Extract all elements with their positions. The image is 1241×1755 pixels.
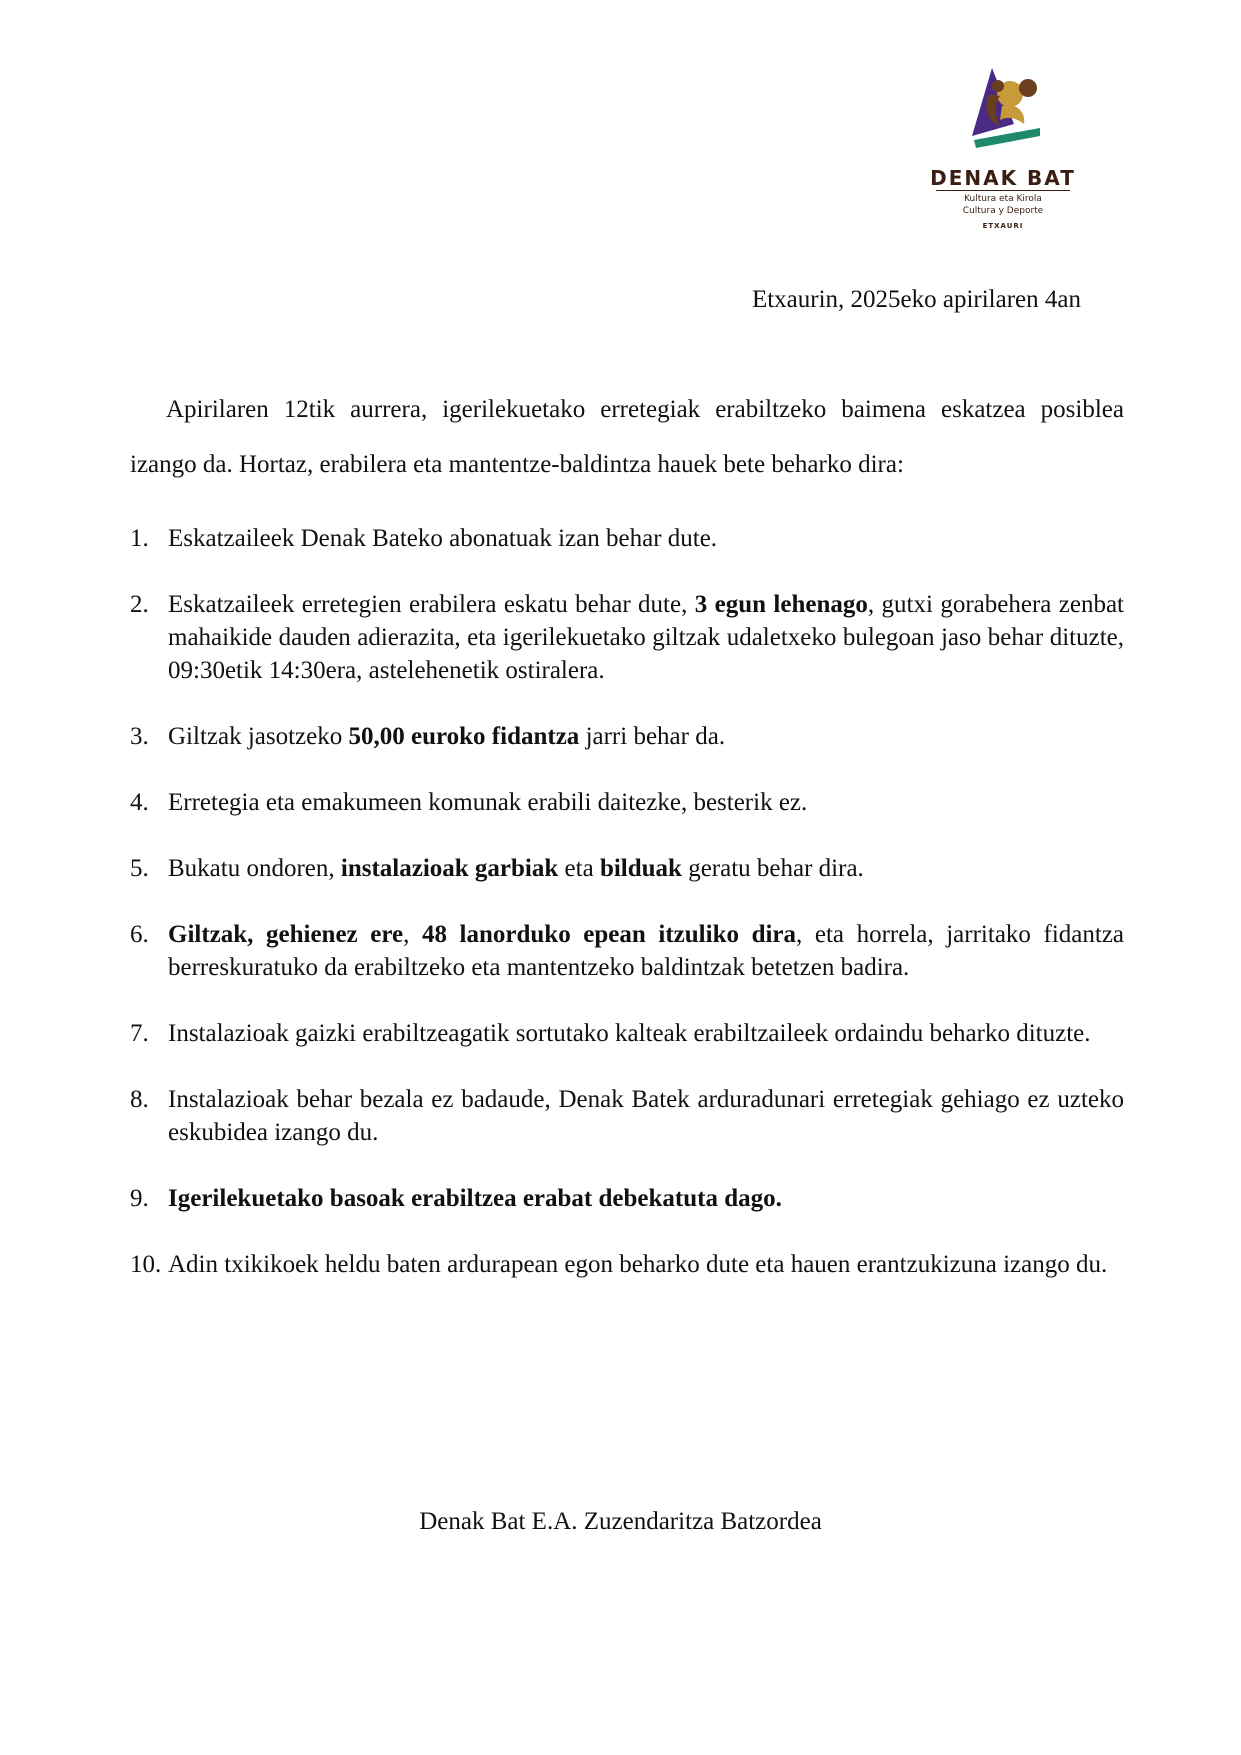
rule-number: 1. [130, 525, 149, 552]
rule-item [130, 1083, 1124, 1149]
rule-text-bold: Igerilekuetako basoak erabiltzea erabat debekatuta dago. [168, 1185, 782, 1212]
rule-item [130, 1248, 1124, 1281]
logo-subtitle-es: Cultura y Deporte [962, 206, 1044, 216]
rules-list [130, 522, 1124, 1314]
denak-bat-emblem-icon [970, 66, 1042, 156]
logo-name: DENAK BAT [930, 166, 1076, 190]
rule-number: 4. [130, 789, 149, 816]
rule-item [130, 1182, 1124, 1215]
rule-text: eta [558, 855, 600, 882]
rule-text-bold: bilduak [599, 855, 682, 882]
rule-text: Instalazioak behar bezala ez badaude, Denak Batek arduradunari erretegiak gehiago ez uzteko eskubidea izango du. [168, 1086, 1124, 1146]
rule-text: Giltzak jasotzeko [168, 723, 349, 750]
rule-item [130, 1017, 1124, 1050]
rule-text-bold: instalazioak garbiak [340, 855, 559, 882]
rule-text-bold: 3 egun lehenago [694, 591, 868, 618]
rule-text: Instalazioak gaizki erabiltzeagatik sortutako kalteak erabiltzaileek ordaindu beharko dituzte. [168, 1020, 1091, 1047]
rule-number: 2. [130, 591, 149, 618]
rule-text: Eskatzaileek erretegien erabilera eskatu behar dute, [168, 591, 695, 618]
rule-item [130, 588, 1124, 687]
rule-text: , [403, 921, 422, 948]
rule-number: 5. [130, 855, 149, 882]
signature: Denak Bat E.A. Zuzendaritza Batzordea [419, 1508, 822, 1535]
rule-text: jarri behar da. [579, 723, 726, 750]
rule-item [130, 786, 1124, 819]
rule-item [130, 720, 1124, 753]
logo-divider [936, 190, 1070, 191]
rule-number: 9. [130, 1185, 149, 1212]
rule-text: geratu behar dira. [681, 855, 864, 882]
rule-number: 10. [130, 1251, 162, 1278]
rule-item [130, 918, 1124, 984]
rule-text: Bukatu ondoren, [168, 855, 341, 882]
rule-text: , eta horrela, jarritako fidantza berreskuratuko da erabiltzeko eta mantentzeko baldintzak betetzen badira. [168, 921, 1125, 981]
rule-text-bold: 48 lanorduko epean itzuliko dira [421, 921, 797, 948]
logo-subtitle-eu: Kultura eta Kirola [964, 194, 1042, 204]
rule-item [130, 852, 1124, 885]
rule-text: Eskatzaileek Denak Bateko abonatuak izan behar dute. [168, 525, 718, 552]
rule-number: 6. [130, 921, 149, 948]
denak-bat-logo [928, 66, 1078, 238]
rule-number: 3. [130, 723, 149, 750]
logo-town: ETXAURI [982, 222, 1024, 230]
rule-text-bold: Giltzak, gehienez ere [168, 921, 404, 948]
rule-number: 7. [130, 1020, 149, 1047]
date-line: Etxaurin, 2025eko apirilaren 4an [751, 286, 1081, 313]
rule-text: , gutxi gorabehera zenbat mahaikide dauden adierazita, eta igerilekuetako giltzak udaletxeko bulegoan jaso behar dituzte, 09:30etik 14:30era, astelehenetik ostiralera. [168, 591, 1124, 684]
rule-number: 8. [130, 1086, 149, 1113]
rule-item [130, 522, 1124, 555]
rule-text-bold: 50,00 euroko fidantza [348, 723, 580, 750]
intro-paragraph: Apirilaren 12tik aurrera, igerilekuetako erretegiak erabiltzeko baimena eskatzea posiblea izango da. Hortaz, erabilera eta mantentze-baldintza hauek bete beharko dira: [130, 396, 1124, 478]
rule-text: Adin txikikoek heldu baten ardurapean egon beharko dute eta hauen erantzukizuna izango du. [168, 1251, 1108, 1278]
rule-text: Erretegia eta emakumeen komunak erabili daitezke, besterik ez. [168, 789, 808, 816]
